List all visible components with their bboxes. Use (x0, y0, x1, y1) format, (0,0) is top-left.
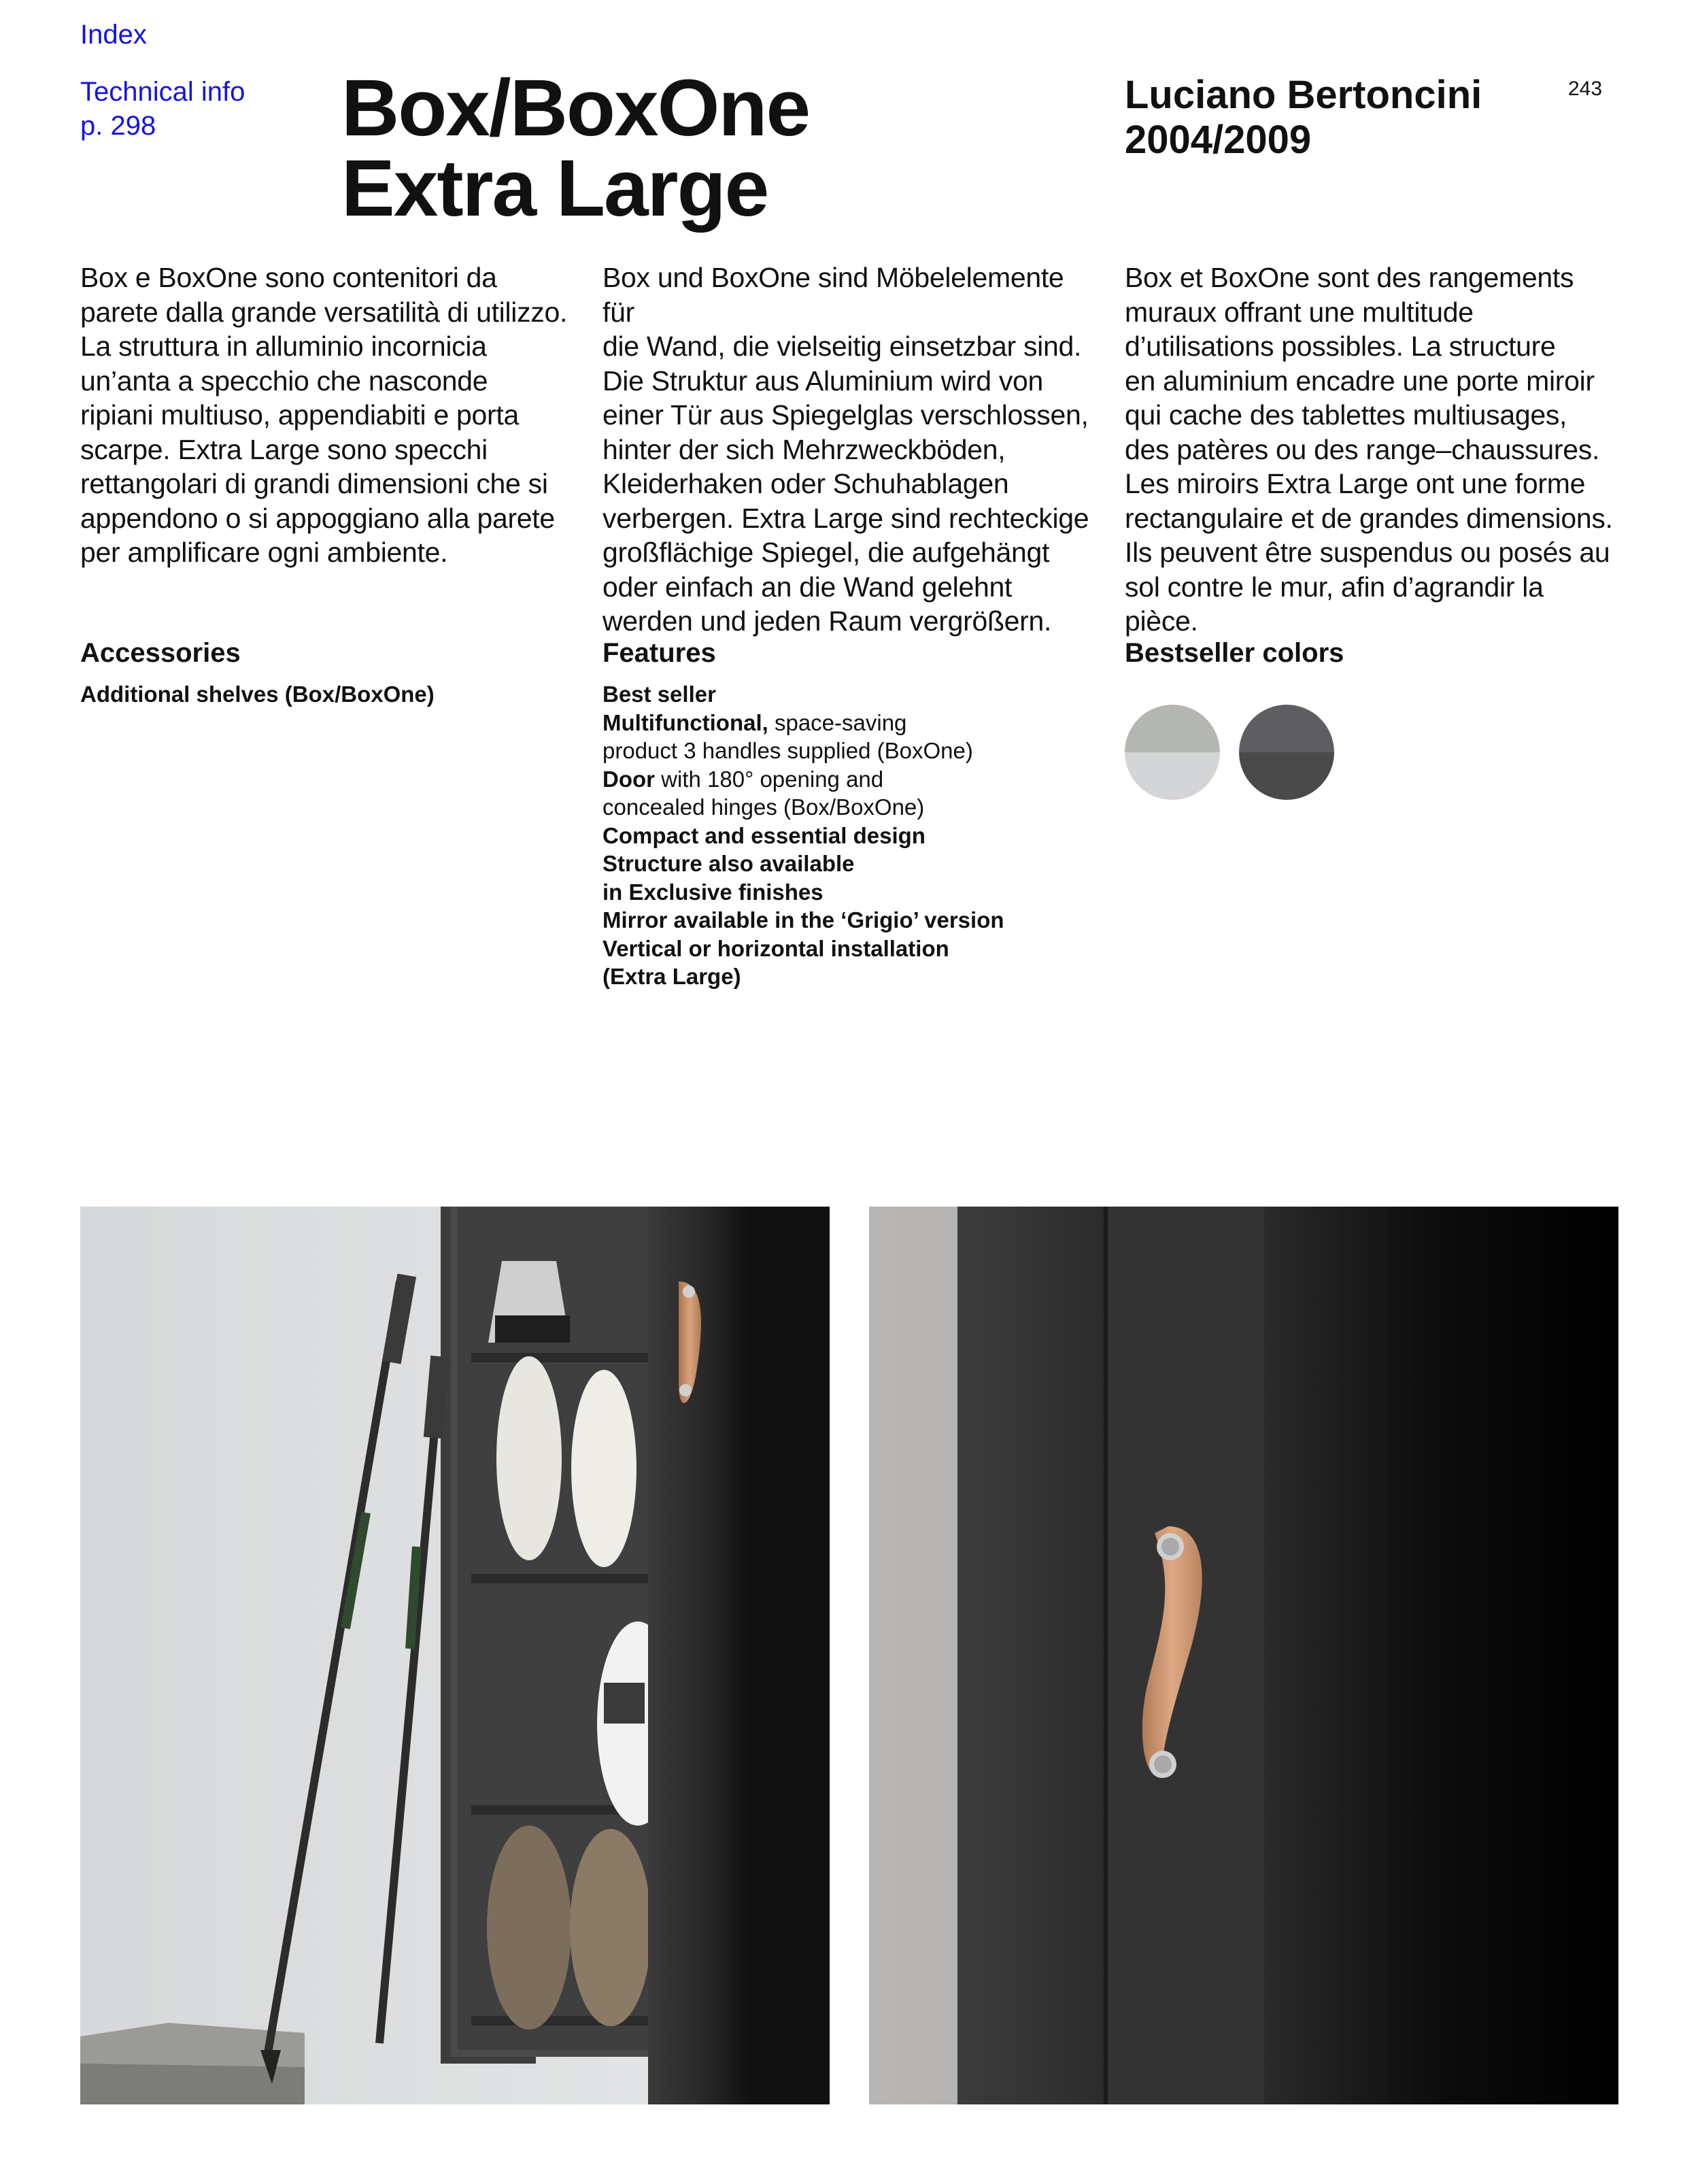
text-line: Box et BoxOne sont des rangements (1125, 262, 1574, 293)
product-photo-open-cabinet (80, 1207, 830, 2104)
text-line: die Wand, die vielseitig einsetzbar sind. (602, 331, 1082, 362)
designer-credit (1125, 73, 1482, 163)
text-line: parete dalla grande versatilità di utilizzo. (80, 296, 568, 328)
accessory-item: Additional shelves (Box/BoxOne) (80, 682, 435, 707)
text-line: Die Struktur aus Aluminium wird von (602, 365, 1044, 397)
text-line: Ils peuvent être suspendus ou posés au (1125, 537, 1610, 568)
features-list (602, 680, 1092, 991)
text-line: rettangolari di grandi dimensioni che si (80, 468, 548, 499)
text-line: rectangulaire et de grandes dimensions. (1125, 502, 1613, 534)
text-line: per amplificare ogni ambiente. (80, 537, 448, 568)
text-line: einer Tür aus Spiegelglas verschlossen, (602, 399, 1089, 431)
feature-mirror: Mirror available in the ‘Grigio’ version (602, 907, 1004, 933)
text-line: sol contre le mur, afin d’agrandir la pièce. (1125, 571, 1544, 637)
text-line: qui cache des tablettes multiusages, (1125, 399, 1567, 431)
designer-name: Luciano Bertoncini (1125, 73, 1482, 117)
product-photo-handle-detail (869, 1207, 1618, 2104)
text-line: d’utilisations possibles. La structure (1125, 331, 1556, 362)
description-german (602, 261, 1092, 639)
feature-door-cont: concealed hinges (Box/BoxOne) (602, 794, 925, 820)
technical-info-label[interactable]: Technical info (80, 77, 245, 107)
feature-installation-cont: (Extra Large) (602, 964, 741, 989)
text-line: hinter der sich Mehrzweckböden, (602, 433, 1006, 465)
text-line: ripiani multiuso, appendiabiti e porta (80, 399, 520, 431)
index-link[interactable]: Index (80, 20, 147, 50)
bestseller-colors-heading: Bestseller colors (1125, 638, 1344, 668)
technical-info-link[interactable] (80, 75, 245, 143)
title-line-1: Box/BoxOne (341, 63, 810, 153)
swatch-top-half (1125, 705, 1220, 752)
text-line: un’anta a specchio che nasconde (80, 365, 488, 397)
text-line: en aluminium encadre une porte miroir (1125, 365, 1595, 397)
text-line: großflächige Spiegel, die aufgehängt (602, 537, 1050, 568)
open-cabinet-illustration (80, 1207, 830, 2104)
technical-info-page[interactable]: p. 298 (80, 111, 156, 141)
page-number: 243 (1568, 78, 1603, 100)
text-line: werden und jeden Raum vergrößern. (602, 605, 1052, 637)
text-line: Box e BoxOne sono contenitori da (80, 262, 497, 293)
swatch-top-half (1239, 705, 1334, 752)
text-line: La struttura in alluminio incornicia (80, 331, 487, 362)
feature-compact: Compact and essential design (602, 822, 926, 848)
feature-structure-cont: in Exclusive finishes (602, 879, 823, 905)
text-line: verbergen. Extra Large sind rechteckige (602, 502, 1089, 534)
description-italian (80, 261, 570, 570)
feature-door: Door with 180° opening and (602, 766, 884, 792)
swatch-bottom-half (1239, 752, 1334, 800)
feature-installation: Vertical or horizontal installation (602, 935, 949, 961)
handle-detail-illustration (869, 1207, 1618, 2104)
feature-multifunctional: Multifunctional, space-saving (602, 709, 907, 735)
color-swatch-light-grey (1125, 705, 1220, 800)
swatch-bottom-half (1125, 752, 1220, 800)
text-line: Les miroirs Extra Large ont une forme (1125, 468, 1586, 499)
feature-best-seller: Best seller (602, 682, 716, 707)
title-line-2: Extra Large (341, 144, 768, 233)
text-line: muraux offrant une multitude (1125, 296, 1474, 328)
feature-multifunctional-cont: product 3 handles supplied (BoxOne) (602, 738, 973, 763)
color-swatch-dark-grey (1239, 705, 1334, 800)
feature-structure: Structure also available (602, 851, 855, 876)
text-line: scarpe. Extra Large sono specchi (80, 433, 488, 465)
text-line: des patères ou des range–chaussures. (1125, 433, 1600, 465)
text-line: Box und BoxOne sind Möbelelemente für (602, 262, 1064, 328)
accessories-heading: Accessories (80, 638, 241, 668)
text-line: appendono o si appoggiano alla parete (80, 502, 555, 534)
description-french (1125, 261, 1614, 639)
page-title (341, 63, 810, 233)
text-line: Kleiderhaken oder Schuhablagen (602, 468, 1009, 499)
text-line: oder einfach an die Wand gelehnt (602, 571, 1013, 603)
features-heading: Features (602, 638, 716, 668)
designer-years: 2004/2009 (1125, 118, 1312, 162)
